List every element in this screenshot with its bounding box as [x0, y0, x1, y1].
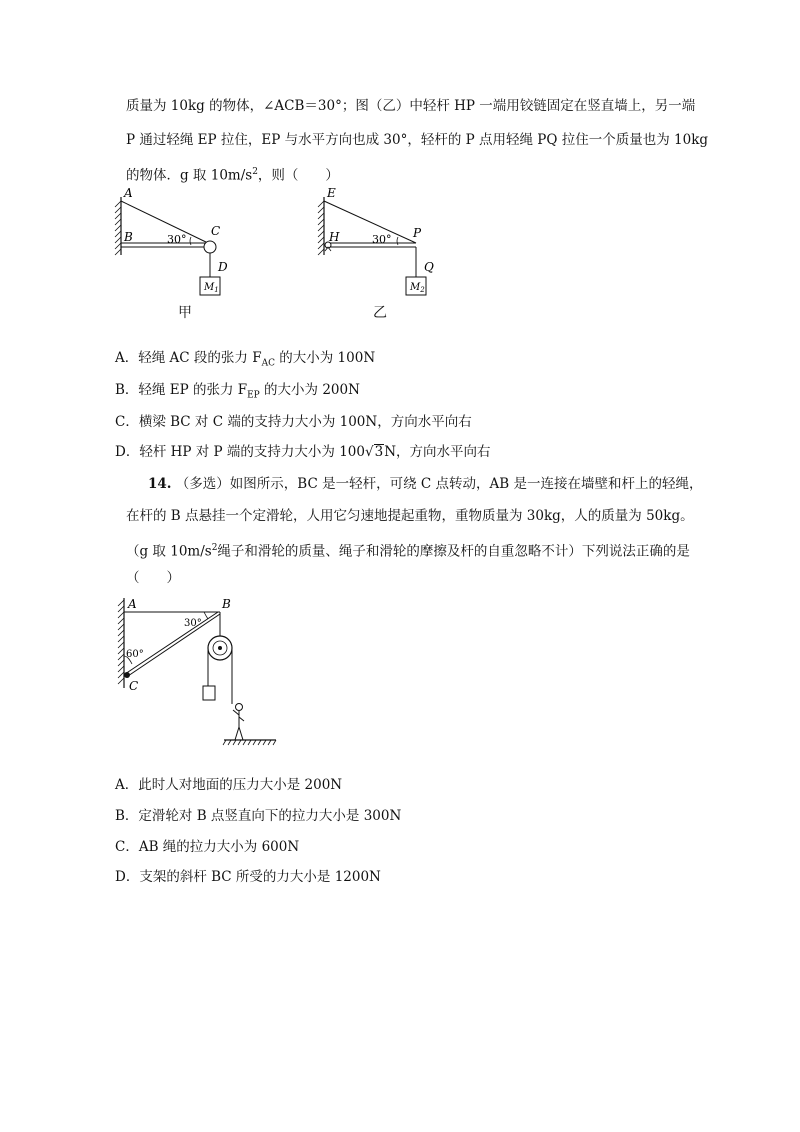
q14-line-1 [148, 474, 702, 494]
fig-yi-mass-sub: 2 [420, 286, 425, 294]
fig-jia-caption: 甲 [178, 305, 192, 321]
q13-option-d-sqrt: 3 [374, 444, 384, 460]
figure-q14 [108, 594, 278, 754]
q14-line-1-text: （多选）如图所示，BC 是一轻杆，可绕 C 点转动，AB 是一连接在墙壁和杆上的轻绳， [175, 476, 703, 492]
fig-jia-mass-m: M [204, 282, 215, 293]
q13-option-d: D．轻杆 HP 对 P 端的支持力大小为 100√3N，方向水平向右 [115, 444, 491, 460]
fig-yi-angle: 30° [372, 233, 392, 246]
fig-yi-label-e: E [327, 186, 336, 200]
fig-jia-angle: 30° [167, 233, 187, 246]
q13-line-3-sup: 2 [252, 167, 258, 177]
q13-option-b-pre: B．轻绳 EP 的张力 F [115, 382, 248, 398]
q13-option-a [115, 348, 375, 374]
fig-jia-label-a: A [124, 186, 133, 200]
q14-option-a: A．此时人对地面的压力大小是 200N [115, 777, 343, 793]
q13-line-1: 质量为 10kg 的物体，∠ACB＝30°；图（乙）中轻杆 HP 一端用铰链固定在竖直墙上，另一端 [126, 98, 696, 114]
q13-option-b [115, 380, 360, 406]
fig-jia-label-b: B [124, 230, 133, 244]
q13-line-3 [126, 162, 339, 186]
q14-line-4: （ ） [126, 570, 180, 586]
q13-option-d-pre: D．轻杆 HP 对 P 端的支持力大小为 100 [115, 444, 365, 460]
fig-q14-label-b: B [222, 597, 231, 611]
fig-jia-label-c: C [211, 224, 221, 238]
q13-line-3b: ，则（ ） [257, 167, 339, 184]
q13-option-a-pre: A．轻绳 AC 段的张力 F [115, 350, 262, 366]
q13-option-a-sub: AC [261, 358, 275, 369]
q14-option-b: B．定滑轮对 B 点竖直向下的拉力大小是 300N [115, 808, 402, 824]
q14-number: 14. [148, 476, 172, 492]
q13-option-b-sub: EP [247, 390, 260, 401]
fig-yi-label-p: P [413, 226, 422, 240]
q14-line-2: 在杆的 B 点悬挂一个定滑轮，人用它匀速地提起重物，重物质量为 30kg，人的质量为 50kg。 [126, 508, 694, 524]
q14-line-3 [126, 538, 690, 562]
figure-yi [308, 185, 443, 305]
fig-q14-label-c: C [129, 679, 139, 693]
q13-option-a-post: 的大小为 100N [274, 350, 376, 366]
fig-yi-label-h: H [329, 230, 340, 244]
fig-q14-angle-b: 30° [184, 618, 202, 629]
q13-line-3a: 的物体．g 取 10m/s [126, 167, 253, 184]
figure-jia [105, 185, 235, 305]
fig-q14-label-a: A [128, 597, 137, 611]
q13-option-d-post: N，方向水平向右 [384, 444, 491, 460]
fig-jia-label-d: D [218, 260, 228, 274]
fig-yi-caption: 乙 [373, 305, 387, 321]
fig-yi-mass-m: M [410, 282, 421, 293]
q14-line-3b: 绳子和滑轮的质量、绳子和滑轮的摩擦及杆的自重忽略不计）下列说法正确的是 [217, 543, 690, 560]
q14-line-3a: （g 取 10m/s [126, 543, 212, 560]
fig-jia-mass-sub: 1 [214, 286, 219, 294]
fig-yi-label-q: Q [424, 260, 434, 274]
q14-option-d: D．支架的斜杆 BC 所受的力大小是 1200N [115, 869, 381, 885]
q14-option-c: C．AB 绳的拉力大小为 600N [115, 839, 300, 855]
q13-line-2: P 通过轻绳 EP 拉住，EP 与水平方向也成 30°，轻杆的 P 点用轻绳 PQ 拉住一个质量也为 10kg [126, 132, 709, 148]
q13-option-b-post: 的大小为 200N [259, 382, 360, 398]
q14-line-3-sup: 2 [211, 543, 218, 553]
q13-option-c: C．横梁 BC 对 C 端的支持力大小为 100N，方向水平向右 [115, 414, 472, 430]
fig-q14-angle-c: 60° [126, 649, 144, 660]
